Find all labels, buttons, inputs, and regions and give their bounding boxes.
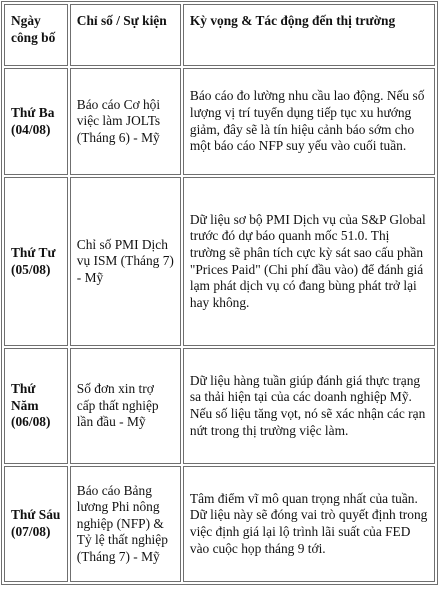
table-header-row <box>4 4 435 66</box>
row-indicator: Chỉ số PMI Dịch vụ ISM (Tháng 7) - Mỹ <box>70 177 181 346</box>
header-impact: Kỳ vọng & Tác động đến thị trường <box>183 4 435 66</box>
row-impact: Dữ liệu hàng tuần giúp đánh giá thực trạng sa thải hiện tại của các doanh nghiệp Mỹ. Nếu số liệu tăng vọt, nó sẽ xác nhận các rạn nứt trong thị trường việc làm. <box>183 348 435 464</box>
row-impact: Dữ liệu sơ bộ PMI Dịch vụ của S&P Global trước đó dự báo quanh mốc 51.0. Thị trường sẽ phân tích cực kỳ sát sao cấu phần "Prices Paid" (Chi phí đầu vào) để đánh giá lạm phát dịch vụ có đang bùng phát trở lại hay không. <box>183 177 435 346</box>
table-row <box>4 466 435 582</box>
row-date: Thứ Sáu (07/08) <box>4 466 68 582</box>
row-impact: Báo cáo đo lường nhu cầu lao động. Nếu số lượng vị trí tuyển dụng tiếp tục xu hướng giảm, đây sẽ là tín hiệu cảnh báo sớm cho một báo cáo NFP suy yếu vào cuối tuần. <box>183 68 435 175</box>
header-indicator: Chỉ số / Sự kiện <box>70 4 181 66</box>
table-row <box>4 348 435 464</box>
row-date: Thứ Ba (04/08) <box>4 68 68 175</box>
row-indicator: Số đơn xin trợ cấp thất nghiệp lần đầu - Mỹ <box>70 348 181 464</box>
table-row <box>4 68 435 175</box>
economic-calendar-table <box>1 1 438 585</box>
row-date: Thứ Năm (06/08) <box>4 348 68 464</box>
row-indicator: Báo cáo Bảng lương Phi nông nghiệp (NFP) & Tỷ lệ thất nghiệp (Tháng 7) - Mỹ <box>70 466 181 582</box>
row-date: Thứ Tư (05/08) <box>4 177 68 346</box>
header-date: Ngày công bố <box>4 4 68 66</box>
table-row <box>4 177 435 346</box>
row-indicator: Báo cáo Cơ hội việc làm JOLTs (Tháng 6) - Mỹ <box>70 68 181 175</box>
row-impact: Tâm điểm vĩ mô quan trọng nhất của tuần. Dữ liệu này sẽ đóng vai trò quyết định trong việc định giá lại lộ trình lãi suất của FED vào cuộc họp tháng 9 tới. <box>183 466 435 582</box>
